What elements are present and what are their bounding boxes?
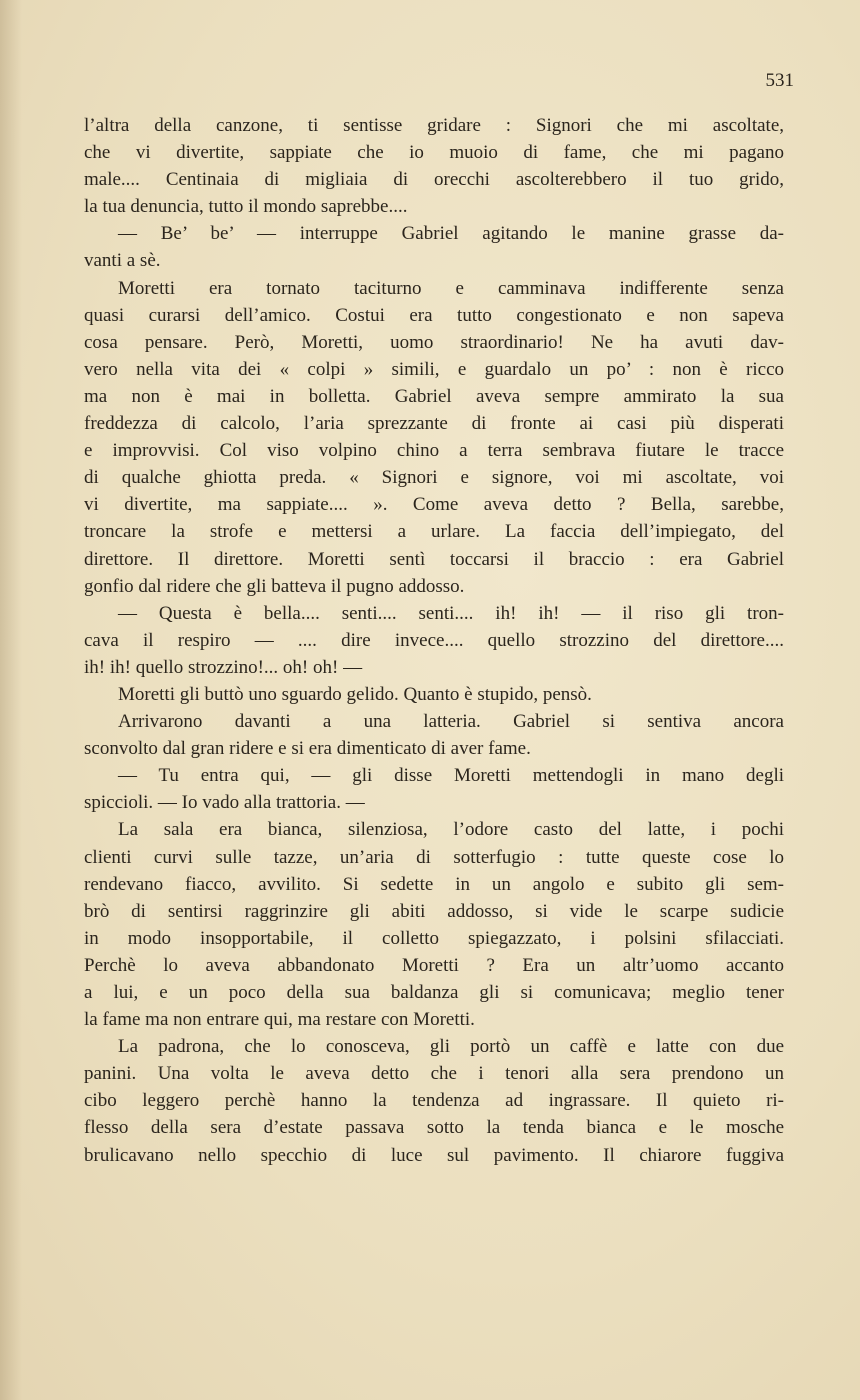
- text-line: spiccioli. — Io vado alla trattoria. —: [84, 792, 365, 814]
- text-line: flesso della sera d’estate passava sotto la tenda bianca e le mosche: [84, 1117, 784, 1139]
- text-line: Moretti gli buttò uno sguardo gelido. Quanto è stupido, pensò.: [118, 683, 592, 705]
- text-line: la fame ma non entrare qui, ma restare con Moretti.: [84, 1009, 475, 1031]
- text-line: vero nella vita dei « colpi » simili, e guardalo un po’ : non è ricco: [84, 358, 784, 380]
- text-line: cibo leggero perchè hanno la tendenza ad ingrassare. Il quieto ri-: [84, 1090, 784, 1112]
- text-line: troncare la strofe e mettersi a urlare. La faccia dell’impiegato, del: [84, 521, 784, 543]
- text-line: a lui, e un poco della sua baldanza gli si comunicava; meglio tener: [84, 982, 784, 1003]
- text-line: che vi divertite, sappiate che io muoio di fame, che mi pagano: [84, 142, 784, 164]
- text-line: cava il respiro — .... dire invece.... quello strozzino del direttore....: [84, 629, 784, 651]
- text-line: e improvvisi. Col viso volpino chino a terra sembrava fiutare le tracce: [84, 440, 784, 462]
- text-line: rendevano fiacco, avvilito. Si sedette in un angolo e subito gli sem-: [84, 873, 784, 895]
- text-line: direttore. Il direttore. Moretti sentì toccarsi il braccio : era Gabriel: [84, 548, 784, 570]
- text-line: clienti curvi sulle tazze, un’aria di sotterfugio : tutte queste cose lo: [84, 846, 784, 868]
- text-line: — Tu entra qui, — gli disse Moretti mettendogli in mano degli: [118, 765, 784, 787]
- text-line: Moretti era tornato taciturno e camminava indifferente senza: [118, 277, 784, 299]
- text-line: La padrona, che lo conosceva, gli portò un caffè e latte con due: [118, 1036, 784, 1058]
- text-line: panini. Una volta le aveva detto che i tenori alla sera prendono un: [84, 1063, 784, 1085]
- text-line: cosa pensare. Però, Moretti, uomo straordinario! Ne ha avuti dav-: [84, 331, 784, 353]
- text-line: Arrivarono davanti a una latteria. Gabriel si sentiva ancora: [118, 711, 784, 733]
- text-line: vanti a sè.: [84, 250, 161, 272]
- text-line: freddezza di calcolo, l’aria sprezzante di fronte ai casi più disperati: [84, 413, 784, 435]
- text-line: ih! ih! quello strozzino!... oh! oh! —: [84, 656, 363, 678]
- text-line: in modo insopportabile, il colletto spiegazzato, i polsini sfilacciati.: [84, 927, 784, 949]
- page-number: 531: [765, 70, 794, 91]
- text-line: ma non è mai in bolletta. Gabriel aveva sempre ammirato la sua: [84, 385, 784, 407]
- text-line: gonfio dal ridere che gli batteva il pugno addosso.: [84, 575, 465, 597]
- text-line: di qualche ghiotta preda. « Signori e signore, voi mi ascoltate, voi: [84, 467, 784, 489]
- text-line: vi divertite, ma sappiate.... ». Come aveva detto ? Bella, sarebbe,: [84, 494, 784, 516]
- text-line: brò di sentirsi raggrinzire gli abiti addosso, si vide le scarpe sudicie: [84, 900, 784, 922]
- text-line: La sala era bianca, silenziosa, l’odore casto del latte, i pochi: [118, 819, 784, 841]
- text-line: quasi curarsi dell’amico. Costui era tutto congestionato e non sapeva: [84, 304, 784, 326]
- text-line: la tua denuncia, tutto il mondo saprebbe....: [84, 196, 408, 218]
- text-line: Perchè lo aveva abbandonato Moretti ? Era un altr’uomo accanto: [84, 954, 784, 976]
- text-line: l’altra della canzone, ti sentisse gridare : Signori che mi ascoltate,: [84, 115, 784, 136]
- text-line: — Be’ be’ — interruppe Gabriel agitando le manine grasse da-: [118, 223, 784, 245]
- text-line: male.... Centinaia di migliaia di orecchi ascolterebbero il tuo grido,: [84, 169, 784, 191]
- body-text: [84, 112, 784, 1169]
- text-line: — Questa è bella.... senti.... senti.... ih! ih! — il riso gli tron-: [118, 602, 784, 624]
- text-line: brulicavano nello specchio di luce sul pavimento. Il chiarore fuggiva: [84, 1144, 784, 1166]
- text-line: sconvolto dal gran ridere e si era dimenticato di aver fame.: [84, 738, 531, 760]
